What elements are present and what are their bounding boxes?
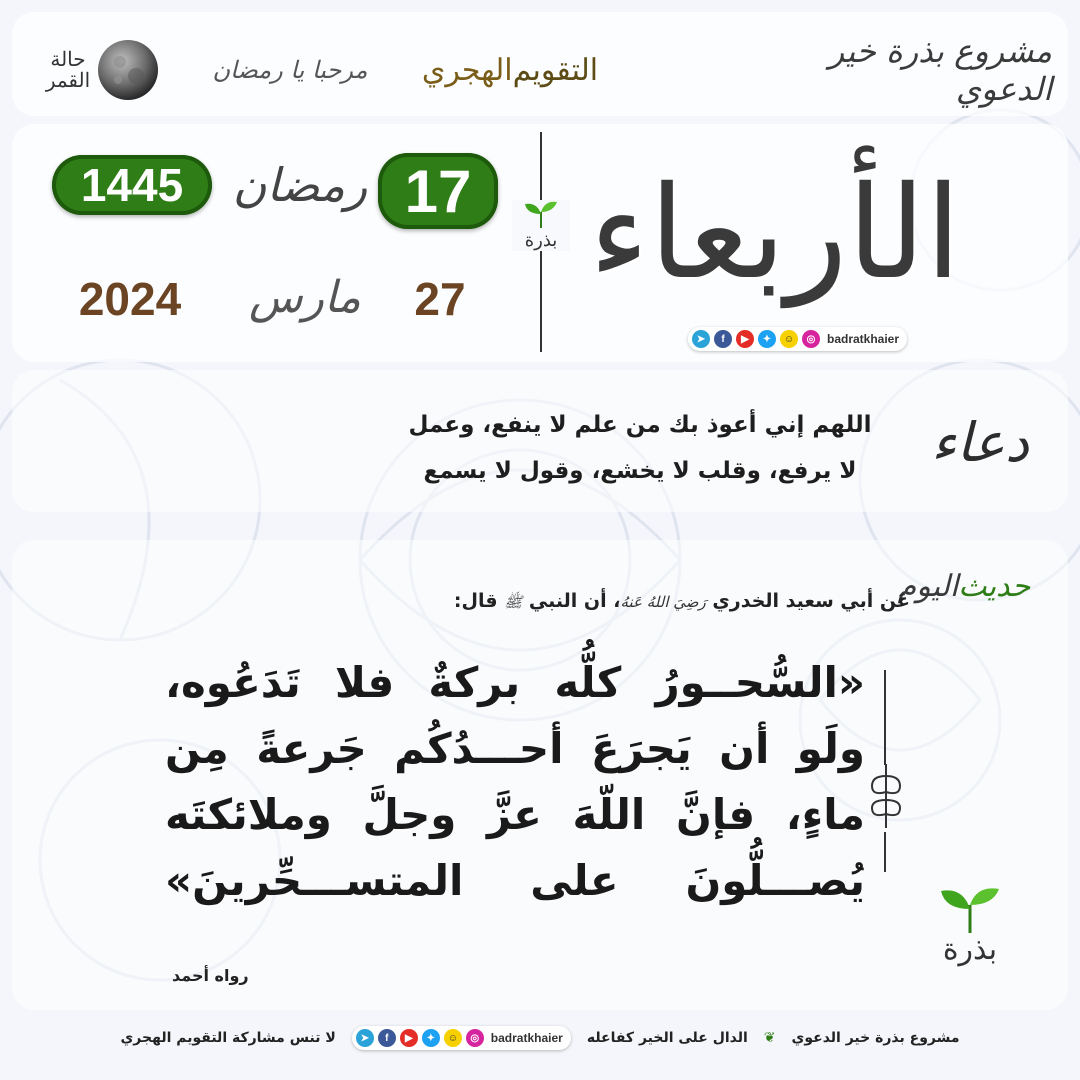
- sprout-icon: [521, 200, 561, 230]
- hadith-title-part2: اليوم: [897, 568, 959, 604]
- social-handle[interactable]: badratkhaier: [490, 1031, 563, 1045]
- ramadan-welcome-text: مرحبا يا رمضان: [212, 56, 368, 84]
- gregorian-day: 27: [414, 273, 466, 325]
- salat-glyph: ﷺ: [504, 593, 523, 611]
- hadith-line-2: ولَو أن يَجرَعَ أحـــدُكُم جَرعةً مِن: [165, 724, 865, 773]
- telegram-icon[interactable]: ➤: [356, 1029, 374, 1047]
- social-handle[interactable]: badratkhaier: [827, 332, 900, 346]
- hadith-text: [165, 650, 865, 914]
- twitter-icon[interactable]: ✦: [758, 330, 776, 348]
- youtube-icon[interactable]: ▶: [400, 1029, 418, 1047]
- hijri-month: رمضان: [232, 158, 368, 212]
- dua-line-2: لا يرفع، وقلب لا يخشع، وقول لا يسمع: [423, 458, 857, 484]
- hadith-line-3: ماءٍ، فإنَّ اللّهَ عزَّ وجلَّ وملائكتَه: [165, 790, 865, 839]
- calendar-title-suffix: الهجري: [421, 52, 513, 88]
- hadith-divider-bottom: [884, 832, 886, 872]
- social-bar-bottom: [352, 1026, 571, 1050]
- footer-project: مشروع بذرة خير الدعوي: [791, 1030, 960, 1046]
- hadith-narrator: [350, 590, 910, 615]
- moon-icon: [96, 38, 160, 102]
- ramadan-welcome: [200, 22, 380, 118]
- project-title: [732, 22, 1052, 118]
- moon-phase: [28, 22, 178, 118]
- youtube-icon[interactable]: ▶: [736, 330, 754, 348]
- hijri-year-badge: 1445: [52, 155, 212, 215]
- weekday-name: الأربعاء: [589, 158, 961, 308]
- gregorian-year: 2024: [78, 273, 182, 325]
- moon-label-line1: حالة: [50, 47, 86, 71]
- facebook-icon[interactable]: f: [714, 330, 732, 348]
- ornament-icon: [866, 762, 906, 830]
- narrator-said: قال:: [453, 590, 498, 612]
- social-bar-top: [688, 327, 907, 351]
- twitter-icon[interactable]: ✦: [422, 1029, 440, 1047]
- footer-sprout-icon: ❦: [763, 1030, 776, 1046]
- moon-phase-label: [46, 49, 90, 91]
- snapchat-icon[interactable]: ☺: [780, 330, 798, 348]
- logo-small-text: بذرة: [524, 230, 558, 251]
- sprout-large-icon: [935, 885, 1005, 935]
- narrator-prophet: ، أن النبي: [528, 590, 621, 612]
- moon-label-line2: القمر: [45, 68, 91, 92]
- instagram-icon[interactable]: ◎: [802, 330, 820, 348]
- footer-motto: الدال على الخير كفاعله: [586, 1030, 748, 1046]
- dua-text: [380, 402, 900, 494]
- logo-large-text: بذرة: [942, 932, 998, 967]
- facebook-icon[interactable]: f: [378, 1029, 396, 1047]
- logo-large: [930, 885, 1010, 965]
- footer-reminder: لا تنس مشاركة التقويم الهجري: [120, 1030, 336, 1046]
- dua-title: دعاء: [930, 410, 1030, 474]
- project-title-text: مشروع بذرة خير الدعوي: [828, 32, 1052, 108]
- narrator-honorific: رَضِيَ اللهُ عَنهُ: [620, 593, 706, 611]
- hadith-line-4: يُصـــلُّونَ على المتســـحِّرينَ»: [165, 856, 865, 905]
- dua-line-1: اللهم إني أعوذ بك من علم لا ينفع، وعمل: [408, 412, 872, 438]
- instagram-icon[interactable]: ◎: [466, 1029, 484, 1047]
- logo-small: [512, 200, 570, 251]
- calendar-title-prefix: التقويم: [512, 52, 599, 88]
- hadith-title-part1: حديث: [958, 568, 1031, 604]
- footer: [0, 1016, 1080, 1060]
- gregorian-month: مارس: [249, 271, 361, 323]
- hijri-day-badge: 17: [378, 153, 498, 229]
- calendar-title: [390, 22, 630, 118]
- hadith-divider-top: [884, 670, 886, 765]
- hadith-line-1: «السُّحــورُ كلُّه بركةٌ فلا تَدَعُوه،: [165, 658, 865, 707]
- snapchat-icon[interactable]: ☺: [444, 1029, 462, 1047]
- telegram-icon[interactable]: ➤: [692, 330, 710, 348]
- hadith-source: رواه أحمد: [172, 966, 249, 985]
- narrator-name: عَن أبي سعيد الخدري: [712, 590, 910, 612]
